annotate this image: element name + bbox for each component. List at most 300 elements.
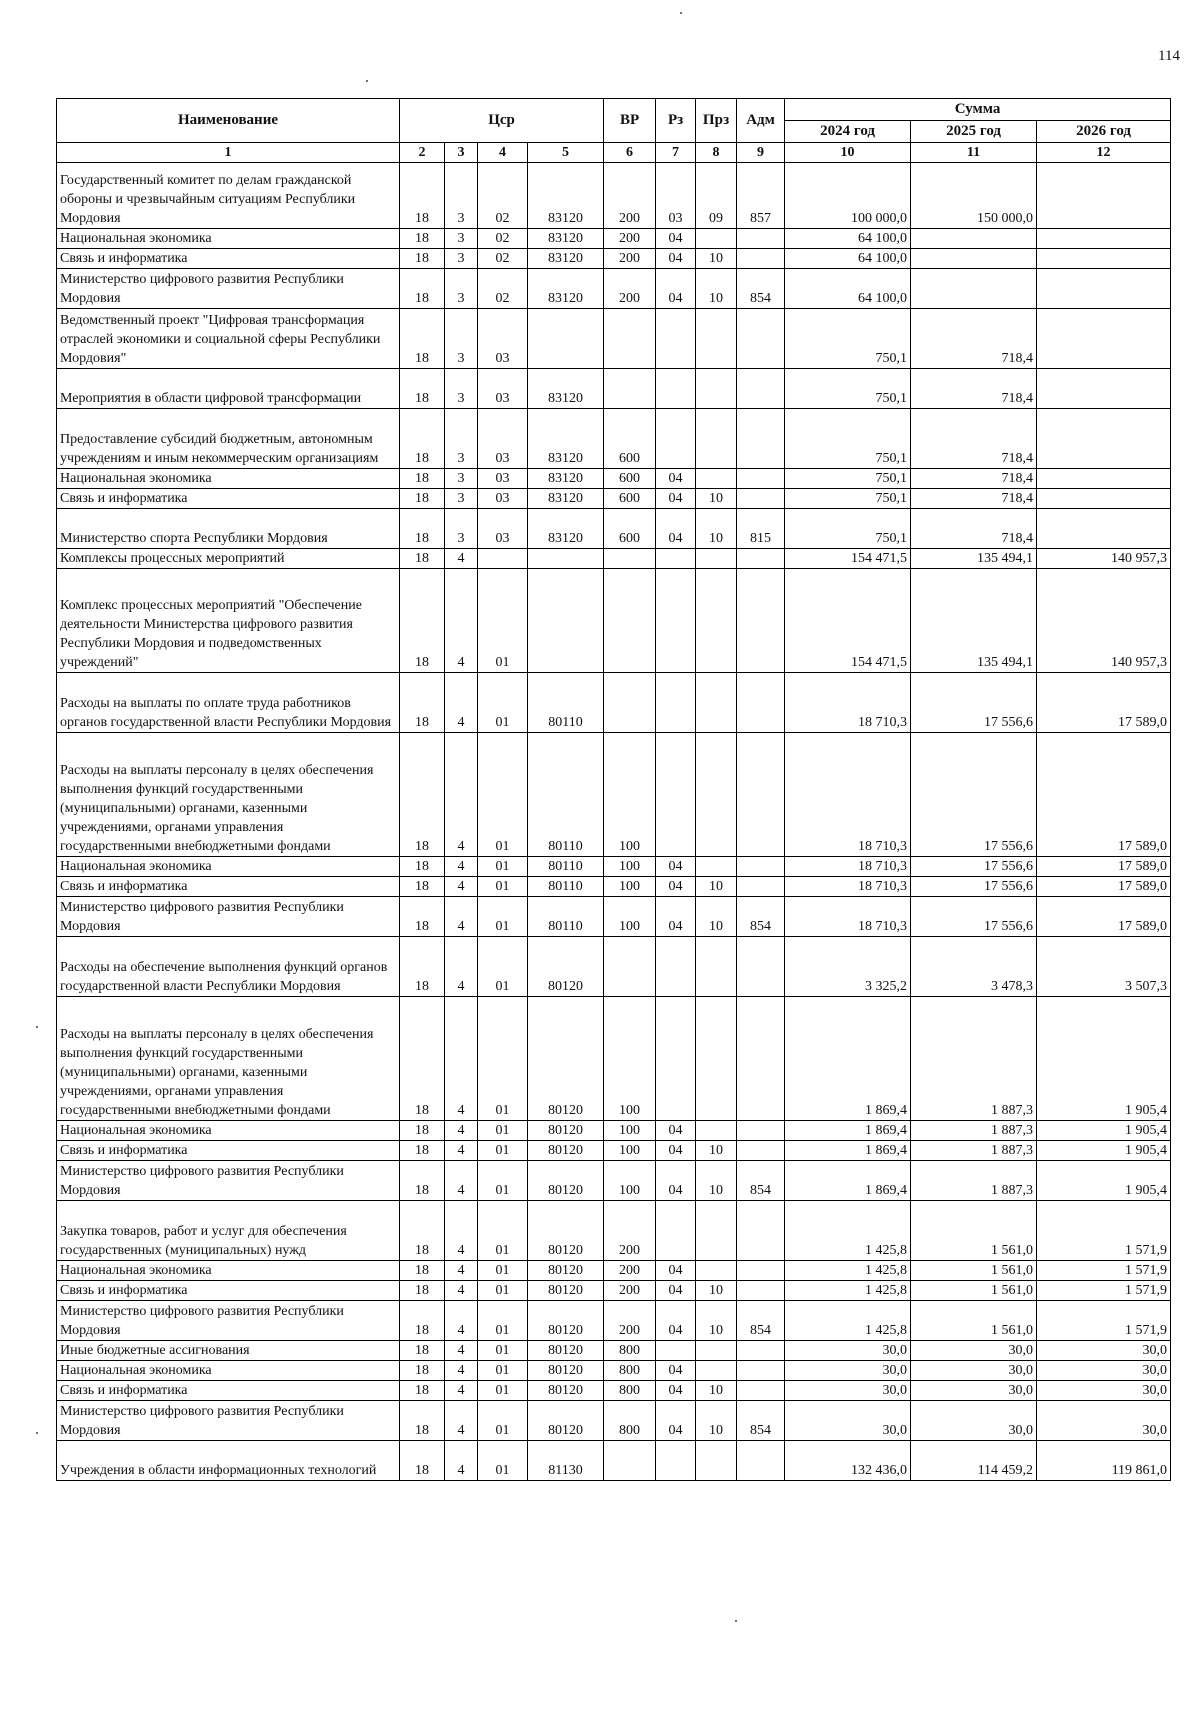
rz-code bbox=[656, 733, 696, 857]
amount-2026 bbox=[1037, 469, 1171, 489]
vr-code: 200 bbox=[604, 1261, 656, 1281]
csr-type: 4 bbox=[445, 1281, 478, 1301]
prz-code bbox=[696, 673, 737, 733]
csr-direction: 83120 bbox=[528, 163, 604, 229]
vr-code: 200 bbox=[604, 229, 656, 249]
prz-code: 10 bbox=[696, 1381, 737, 1401]
rz-code: 04 bbox=[656, 1261, 696, 1281]
row-name: Расходы на выплаты персоналу в целях обеспечения выполнения функций государственными (муниципальными) органами, казенными учреждениями, органами управления государственными внебюджетными фондами bbox=[57, 997, 400, 1121]
amount-2024: 154 471,5 bbox=[785, 549, 911, 569]
csr-direction: 81130 bbox=[528, 1441, 604, 1481]
rz-code: 04 bbox=[656, 249, 696, 269]
csr-type: 4 bbox=[445, 1301, 478, 1341]
amount-2024: 30,0 bbox=[785, 1381, 911, 1401]
csr-type: 3 bbox=[445, 509, 478, 549]
csr-type: 3 bbox=[445, 489, 478, 509]
csr-direction: 80120 bbox=[528, 1381, 604, 1401]
rz-code bbox=[656, 569, 696, 673]
table-row bbox=[57, 369, 1171, 409]
adm-code bbox=[737, 1201, 785, 1261]
prz-code bbox=[696, 857, 737, 877]
table-row bbox=[57, 997, 1171, 1121]
column-index: 7 bbox=[656, 143, 696, 163]
rz-code: 04 bbox=[656, 269, 696, 309]
csr-direction: 80110 bbox=[528, 897, 604, 937]
table-row bbox=[57, 857, 1171, 877]
amount-2025: 1 887,3 bbox=[911, 1121, 1037, 1141]
csr-type: 3 bbox=[445, 269, 478, 309]
prz-code: 10 bbox=[696, 1141, 737, 1161]
header-year-2025: 2025 год bbox=[911, 121, 1037, 143]
csr-type: 4 bbox=[445, 549, 478, 569]
amount-2024: 100 000,0 bbox=[785, 163, 911, 229]
row-name: Министерство цифрового развития Республики Мордовия bbox=[57, 269, 400, 309]
csr-type: 4 bbox=[445, 937, 478, 997]
rz-code: 04 bbox=[656, 1381, 696, 1401]
prz-code bbox=[696, 1341, 737, 1361]
table-row bbox=[57, 1381, 1171, 1401]
csr-structure bbox=[478, 549, 528, 569]
adm-code: 854 bbox=[737, 1401, 785, 1441]
table-row bbox=[57, 1341, 1171, 1361]
table-header bbox=[57, 99, 1171, 163]
prz-code bbox=[696, 1441, 737, 1481]
amount-2024: 750,1 bbox=[785, 409, 911, 469]
csr-program: 18 bbox=[400, 1341, 445, 1361]
table-row bbox=[57, 229, 1171, 249]
amount-2025: 1 887,3 bbox=[911, 997, 1037, 1121]
rz-code bbox=[656, 409, 696, 469]
csr-direction: 80110 bbox=[528, 857, 604, 877]
csr-direction: 80120 bbox=[528, 1281, 604, 1301]
csr-type: 3 bbox=[445, 369, 478, 409]
csr-direction: 80120 bbox=[528, 1261, 604, 1281]
vr-code bbox=[604, 673, 656, 733]
row-name: Закупка товаров, работ и услуг для обеспечения государственных (муниципальных) нужд bbox=[57, 1201, 400, 1261]
csr-type: 3 bbox=[445, 229, 478, 249]
csr-program: 18 bbox=[400, 673, 445, 733]
prz-code: 10 bbox=[696, 877, 737, 897]
row-name: Министерство цифрового развития Республики Мордовия bbox=[57, 897, 400, 937]
table-row bbox=[57, 509, 1171, 549]
row-name: Национальная экономика bbox=[57, 1361, 400, 1381]
amount-2025 bbox=[911, 249, 1037, 269]
row-name: Связь и информатика bbox=[57, 1281, 400, 1301]
rz-code: 04 bbox=[656, 1361, 696, 1381]
csr-program: 18 bbox=[400, 249, 445, 269]
csr-program: 18 bbox=[400, 489, 445, 509]
amount-2026 bbox=[1037, 249, 1171, 269]
amount-2024: 1 869,4 bbox=[785, 1121, 911, 1141]
amount-2026: 1 905,4 bbox=[1037, 1121, 1171, 1141]
amount-2026: 1 905,4 bbox=[1037, 997, 1171, 1121]
column-index: 4 bbox=[478, 143, 528, 163]
row-name: Национальная экономика bbox=[57, 857, 400, 877]
vr-code: 100 bbox=[604, 1161, 656, 1201]
vr-code: 600 bbox=[604, 509, 656, 549]
csr-structure: 01 bbox=[478, 569, 528, 673]
row-name: Министерство спорта Республики Мордовия bbox=[57, 509, 400, 549]
vr-code: 100 bbox=[604, 857, 656, 877]
vr-code: 200 bbox=[604, 249, 656, 269]
page-number: 114 bbox=[1158, 48, 1180, 64]
prz-code: 10 bbox=[696, 509, 737, 549]
amount-2024: 3 325,2 bbox=[785, 937, 911, 997]
adm-code: 854 bbox=[737, 1301, 785, 1341]
amount-2025: 718,4 bbox=[911, 369, 1037, 409]
vr-code: 100 bbox=[604, 733, 656, 857]
amount-2024: 1 425,8 bbox=[785, 1301, 911, 1341]
header-sum: Сумма bbox=[785, 99, 1171, 121]
vr-code: 200 bbox=[604, 1301, 656, 1341]
csr-program: 18 bbox=[400, 569, 445, 673]
csr-direction: 83120 bbox=[528, 409, 604, 469]
prz-code bbox=[696, 569, 737, 673]
header-prz: Прз bbox=[696, 99, 737, 143]
vr-code: 100 bbox=[604, 1141, 656, 1161]
csr-structure: 03 bbox=[478, 469, 528, 489]
table-row bbox=[57, 1301, 1171, 1341]
vr-code: 100 bbox=[604, 877, 656, 897]
scan-speck bbox=[36, 1026, 38, 1028]
column-index: 3 bbox=[445, 143, 478, 163]
vr-code: 100 bbox=[604, 1121, 656, 1141]
row-name: Министерство цифрового развития Республики Мордовия bbox=[57, 1161, 400, 1201]
vr-code: 800 bbox=[604, 1361, 656, 1381]
table-row bbox=[57, 409, 1171, 469]
scan-speck bbox=[36, 1432, 38, 1434]
amount-2025: 718,4 bbox=[911, 509, 1037, 549]
amount-2026: 17 589,0 bbox=[1037, 733, 1171, 857]
adm-code: 854 bbox=[737, 1161, 785, 1201]
table-row bbox=[57, 733, 1171, 857]
amount-2025: 135 494,1 bbox=[911, 569, 1037, 673]
csr-program: 18 bbox=[400, 1261, 445, 1281]
row-name: Связь и информатика bbox=[57, 877, 400, 897]
prz-code bbox=[696, 549, 737, 569]
csr-structure: 01 bbox=[478, 1161, 528, 1201]
prz-code: 09 bbox=[696, 163, 737, 229]
prz-code bbox=[696, 309, 737, 369]
rz-code: 04 bbox=[656, 509, 696, 549]
csr-direction: 80120 bbox=[528, 937, 604, 997]
csr-direction: 83120 bbox=[528, 369, 604, 409]
header-rz: Рз bbox=[656, 99, 696, 143]
vr-code: 100 bbox=[604, 897, 656, 937]
header-vr: ВР bbox=[604, 99, 656, 143]
amount-2024: 154 471,5 bbox=[785, 569, 911, 673]
amount-2024: 18 710,3 bbox=[785, 673, 911, 733]
adm-code bbox=[737, 489, 785, 509]
amount-2024: 1 869,4 bbox=[785, 1141, 911, 1161]
csr-structure: 01 bbox=[478, 1261, 528, 1281]
table-row bbox=[57, 897, 1171, 937]
header-name: Наименование bbox=[57, 99, 400, 143]
header-year-2024: 2024 год bbox=[785, 121, 911, 143]
amount-2026: 3 507,3 bbox=[1037, 937, 1171, 997]
csr-program: 18 bbox=[400, 877, 445, 897]
amount-2025: 150 000,0 bbox=[911, 163, 1037, 229]
adm-code bbox=[737, 857, 785, 877]
adm-code bbox=[737, 1261, 785, 1281]
csr-direction: 80120 bbox=[528, 1341, 604, 1361]
csr-direction: 80110 bbox=[528, 733, 604, 857]
adm-code bbox=[737, 997, 785, 1121]
prz-code bbox=[696, 409, 737, 469]
amount-2025: 718,4 bbox=[911, 469, 1037, 489]
vr-code: 600 bbox=[604, 469, 656, 489]
amount-2024: 18 710,3 bbox=[785, 733, 911, 857]
csr-structure: 01 bbox=[478, 897, 528, 937]
csr-direction: 80120 bbox=[528, 1161, 604, 1201]
rz-code: 04 bbox=[656, 877, 696, 897]
amount-2024: 1 425,8 bbox=[785, 1281, 911, 1301]
scan-speck bbox=[735, 1620, 737, 1622]
csr-program: 18 bbox=[400, 309, 445, 369]
csr-structure: 01 bbox=[478, 877, 528, 897]
amount-2024: 750,1 bbox=[785, 369, 911, 409]
adm-code bbox=[737, 1121, 785, 1141]
prz-code bbox=[696, 937, 737, 997]
column-index: 11 bbox=[911, 143, 1037, 163]
column-index: 12 bbox=[1037, 143, 1171, 163]
row-name: Связь и информатика bbox=[57, 489, 400, 509]
adm-code: 854 bbox=[737, 897, 785, 937]
table-row bbox=[57, 1261, 1171, 1281]
amount-2024: 132 436,0 bbox=[785, 1441, 911, 1481]
vr-code: 200 bbox=[604, 163, 656, 229]
csr-type: 3 bbox=[445, 249, 478, 269]
amount-2024: 18 710,3 bbox=[785, 897, 911, 937]
rz-code bbox=[656, 309, 696, 369]
adm-code bbox=[737, 1341, 785, 1361]
column-index: 1 bbox=[57, 143, 400, 163]
header-year-2026: 2026 год bbox=[1037, 121, 1171, 143]
table-row bbox=[57, 1161, 1171, 1201]
csr-type: 4 bbox=[445, 733, 478, 857]
amount-2026: 17 589,0 bbox=[1037, 897, 1171, 937]
amount-2025: 718,4 bbox=[911, 309, 1037, 369]
rz-code: 03 bbox=[656, 163, 696, 229]
prz-code: 10 bbox=[696, 489, 737, 509]
csr-type: 4 bbox=[445, 877, 478, 897]
adm-code bbox=[737, 249, 785, 269]
csr-program: 18 bbox=[400, 549, 445, 569]
amount-2026: 1 571,9 bbox=[1037, 1281, 1171, 1301]
rz-code: 04 bbox=[656, 469, 696, 489]
csr-program: 18 bbox=[400, 1381, 445, 1401]
adm-code bbox=[737, 937, 785, 997]
prz-code bbox=[696, 369, 737, 409]
prz-code bbox=[696, 1121, 737, 1141]
csr-direction: 83120 bbox=[528, 269, 604, 309]
rz-code bbox=[656, 1201, 696, 1261]
row-name: Национальная экономика bbox=[57, 229, 400, 249]
amount-2025: 1 561,0 bbox=[911, 1261, 1037, 1281]
rz-code bbox=[656, 549, 696, 569]
scan-speck bbox=[680, 12, 682, 14]
adm-code bbox=[737, 569, 785, 673]
csr-program: 18 bbox=[400, 509, 445, 549]
row-name: Министерство цифрового развития Республики Мордовия bbox=[57, 1401, 400, 1441]
scan-speck bbox=[366, 80, 368, 82]
csr-structure: 01 bbox=[478, 937, 528, 997]
row-name: Расходы на выплаты персоналу в целях обеспечения выполнения функций государственными (муниципальными) органами, казенными учреждениями, органами управления государственными внебюджетными фондами bbox=[57, 733, 400, 857]
csr-structure: 01 bbox=[478, 997, 528, 1121]
csr-structure: 03 bbox=[478, 509, 528, 549]
csr-program: 18 bbox=[400, 163, 445, 229]
amount-2025: 30,0 bbox=[911, 1361, 1037, 1381]
csr-program: 18 bbox=[400, 733, 445, 857]
amount-2024: 64 100,0 bbox=[785, 229, 911, 249]
rz-code: 04 bbox=[656, 1141, 696, 1161]
amount-2024: 18 710,3 bbox=[785, 857, 911, 877]
amount-2026: 1 905,4 bbox=[1037, 1161, 1171, 1201]
table-row bbox=[57, 937, 1171, 997]
csr-direction: 80110 bbox=[528, 673, 604, 733]
adm-code: 857 bbox=[737, 163, 785, 229]
csr-type: 4 bbox=[445, 1261, 478, 1281]
vr-code bbox=[604, 549, 656, 569]
rz-code: 04 bbox=[656, 1161, 696, 1201]
adm-code bbox=[737, 549, 785, 569]
csr-structure: 01 bbox=[478, 1281, 528, 1301]
amount-2024: 1 869,4 bbox=[785, 997, 911, 1121]
amount-2026: 140 957,3 bbox=[1037, 549, 1171, 569]
amount-2026: 17 589,0 bbox=[1037, 877, 1171, 897]
csr-program: 18 bbox=[400, 229, 445, 249]
row-name: Связь и информатика bbox=[57, 249, 400, 269]
csr-type: 4 bbox=[445, 1441, 478, 1481]
amount-2024: 1 425,8 bbox=[785, 1201, 911, 1261]
csr-direction: 80120 bbox=[528, 1361, 604, 1381]
csr-structure: 01 bbox=[478, 1201, 528, 1261]
vr-code: 800 bbox=[604, 1381, 656, 1401]
csr-structure: 01 bbox=[478, 1441, 528, 1481]
rz-code: 04 bbox=[656, 489, 696, 509]
row-name: Министерство цифрового развития Республики Мордовия bbox=[57, 1301, 400, 1341]
table-row bbox=[57, 673, 1171, 733]
csr-program: 18 bbox=[400, 1121, 445, 1141]
rz-code: 04 bbox=[656, 229, 696, 249]
prz-code bbox=[696, 1201, 737, 1261]
amount-2026: 1 571,9 bbox=[1037, 1201, 1171, 1261]
csr-type: 4 bbox=[445, 857, 478, 877]
table-row bbox=[57, 877, 1171, 897]
amount-2024: 750,1 bbox=[785, 469, 911, 489]
csr-direction bbox=[528, 569, 604, 673]
csr-program: 18 bbox=[400, 1361, 445, 1381]
csr-structure: 01 bbox=[478, 1381, 528, 1401]
prz-code bbox=[696, 229, 737, 249]
amount-2024: 750,1 bbox=[785, 489, 911, 509]
csr-program: 18 bbox=[400, 997, 445, 1121]
csr-type: 4 bbox=[445, 1381, 478, 1401]
csr-program: 18 bbox=[400, 409, 445, 469]
row-name: Расходы на обеспечение выполнения функций органов государственной власти Республики Мордовия bbox=[57, 937, 400, 997]
csr-structure: 03 bbox=[478, 369, 528, 409]
row-name: Расходы на выплаты по оплате труда работников органов государственной власти Республики Мордовия bbox=[57, 673, 400, 733]
amount-2026 bbox=[1037, 163, 1171, 229]
row-name: Национальная экономика bbox=[57, 469, 400, 489]
adm-code bbox=[737, 877, 785, 897]
csr-direction: 83120 bbox=[528, 509, 604, 549]
csr-direction: 83120 bbox=[528, 249, 604, 269]
vr-code bbox=[604, 309, 656, 369]
csr-program: 18 bbox=[400, 269, 445, 309]
amount-2025: 1 887,3 bbox=[911, 1141, 1037, 1161]
vr-code bbox=[604, 369, 656, 409]
amount-2026 bbox=[1037, 369, 1171, 409]
row-name: Комплекс процессных мероприятий "Обеспечение деятельности Министерства цифрового развития Республики Мордовия и подведомственных учреждений" bbox=[57, 569, 400, 673]
adm-code bbox=[737, 1281, 785, 1301]
table-row bbox=[57, 1121, 1171, 1141]
row-name: Учреждения в области информационных технологий bbox=[57, 1441, 400, 1481]
csr-type: 4 bbox=[445, 1141, 478, 1161]
csr-program: 18 bbox=[400, 857, 445, 877]
csr-structure: 01 bbox=[478, 1361, 528, 1381]
amount-2024: 1 425,8 bbox=[785, 1261, 911, 1281]
csr-program: 18 bbox=[400, 1441, 445, 1481]
csr-type: 4 bbox=[445, 1121, 478, 1141]
csr-direction: 83120 bbox=[528, 229, 604, 249]
csr-type: 3 bbox=[445, 469, 478, 489]
table-row bbox=[57, 469, 1171, 489]
table-row bbox=[57, 1201, 1171, 1261]
csr-type: 3 bbox=[445, 409, 478, 469]
amount-2025: 30,0 bbox=[911, 1381, 1037, 1401]
csr-program: 18 bbox=[400, 1281, 445, 1301]
adm-code bbox=[737, 409, 785, 469]
vr-code bbox=[604, 569, 656, 673]
amount-2025: 135 494,1 bbox=[911, 549, 1037, 569]
rz-code bbox=[656, 937, 696, 997]
amount-2026: 1 571,9 bbox=[1037, 1301, 1171, 1341]
amount-2026 bbox=[1037, 489, 1171, 509]
csr-type: 4 bbox=[445, 1361, 478, 1381]
csr-structure: 02 bbox=[478, 229, 528, 249]
csr-structure: 01 bbox=[478, 1301, 528, 1341]
prz-code bbox=[696, 469, 737, 489]
amount-2026 bbox=[1037, 309, 1171, 369]
vr-code: 100 bbox=[604, 997, 656, 1121]
csr-structure: 02 bbox=[478, 269, 528, 309]
adm-code: 815 bbox=[737, 509, 785, 549]
csr-type: 4 bbox=[445, 1401, 478, 1441]
adm-code bbox=[737, 1141, 785, 1161]
csr-type: 4 bbox=[445, 1341, 478, 1361]
amount-2025: 17 556,6 bbox=[911, 733, 1037, 857]
row-name: Комплексы процессных мероприятий bbox=[57, 549, 400, 569]
rz-code: 04 bbox=[656, 1301, 696, 1341]
csr-program: 18 bbox=[400, 1401, 445, 1441]
csr-structure: 01 bbox=[478, 673, 528, 733]
amount-2026: 17 589,0 bbox=[1037, 673, 1171, 733]
amount-2025: 1 561,0 bbox=[911, 1201, 1037, 1261]
csr-direction: 80120 bbox=[528, 1121, 604, 1141]
table-row bbox=[57, 1141, 1171, 1161]
amount-2026: 30,0 bbox=[1037, 1361, 1171, 1381]
vr-code: 800 bbox=[604, 1401, 656, 1441]
adm-code bbox=[737, 1361, 785, 1381]
row-name: Ведомственный проект "Цифровая трансформация отраслей экономики и социальной сферы Республики Мордовия" bbox=[57, 309, 400, 369]
amount-2025: 718,4 bbox=[911, 489, 1037, 509]
amount-2025 bbox=[911, 269, 1037, 309]
amount-2024: 30,0 bbox=[785, 1361, 911, 1381]
csr-direction: 80120 bbox=[528, 997, 604, 1121]
amount-2025: 17 556,6 bbox=[911, 877, 1037, 897]
csr-type: 4 bbox=[445, 897, 478, 937]
